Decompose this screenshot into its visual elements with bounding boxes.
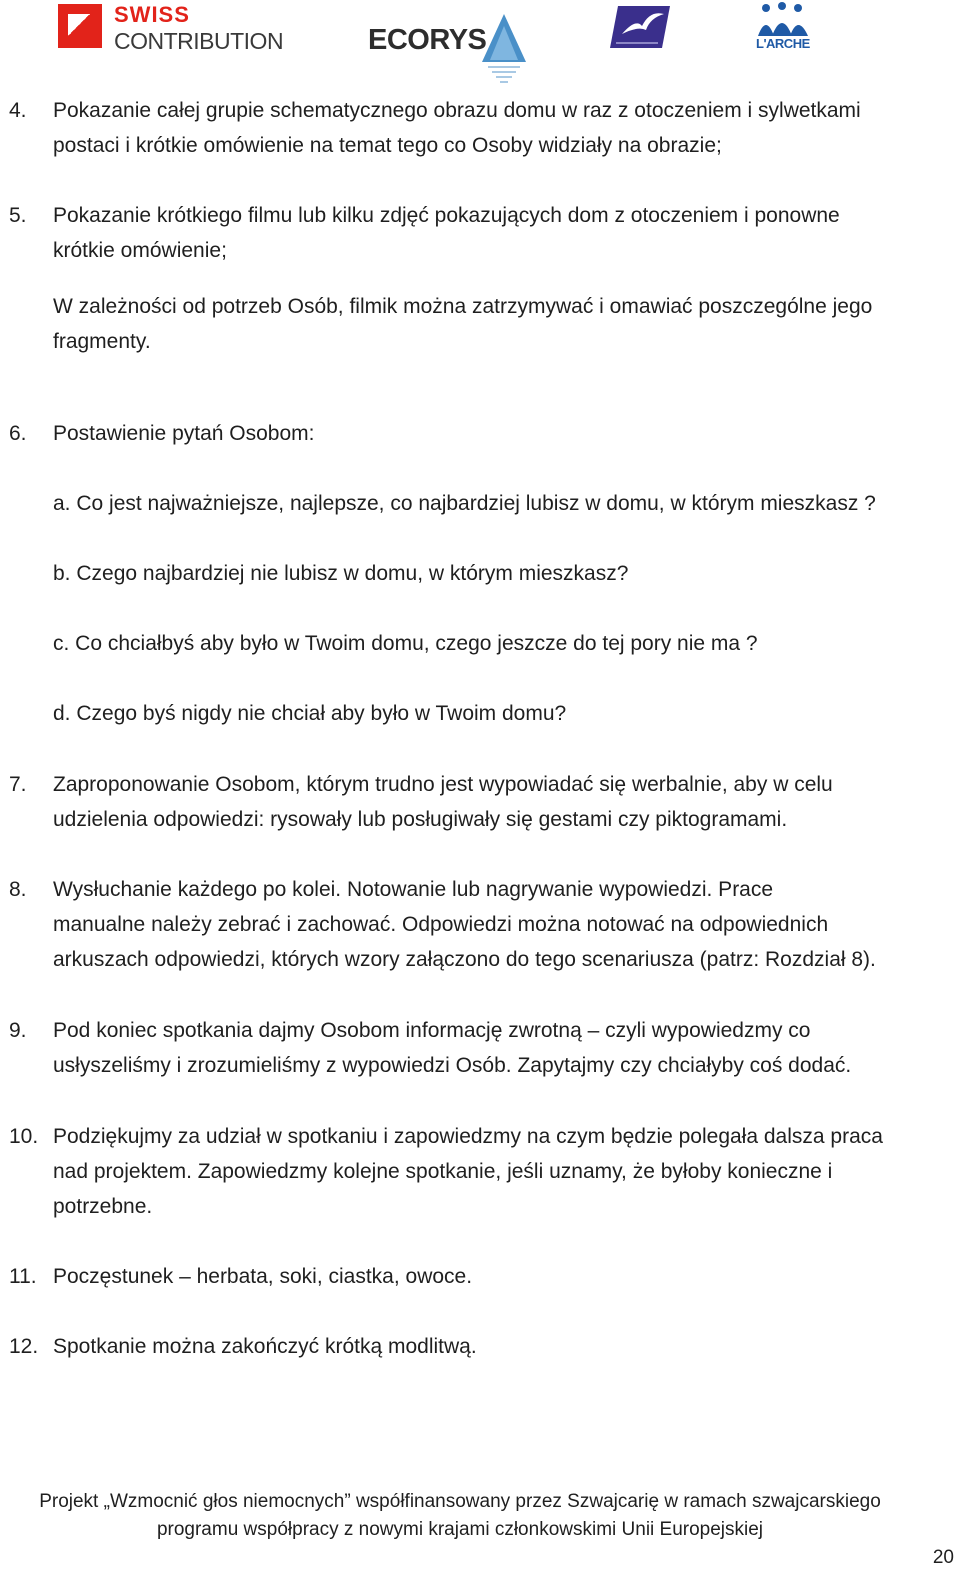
footer-line-2: programu współpracy z nowymi krajami członkowskimi Unii Europejskiej — [156, 1519, 764, 1540]
item-text-line: Spotkanie można zakończyć krótką modlitwą. — [53, 1335, 477, 1358]
ecorys-triangle-icon — [482, 14, 526, 86]
item-text-line: usłyszeliśmy i zrozumieliśmy z wypowiedzi Osób. Zapytajmy czy chciałyby coś dodać. — [53, 1054, 852, 1077]
item-text-line: fragmenty. — [53, 330, 151, 353]
item-text-line: Pod koniec spotkania dajmy Osobom informację zwrotną – czyli wypowiedzmy co — [53, 1019, 811, 1042]
swiss-contribution-logo — [58, 4, 288, 54]
item-text-line: d. Czego byś nigdy nie chciał aby było w Twoim domu? — [53, 702, 567, 725]
swiss-flag-icon — [58, 4, 102, 48]
item-number: 12. — [9, 1335, 39, 1358]
item-text-line: a. Co jest najważniejsze, najlepsze, co najbardziej lubisz w domu, w którym mieszkasz ? — [53, 492, 876, 515]
item-text-line: Wysłuchanie każdego po kolei. Notowanie lub nagrywanie wypowiedzi. Prace — [53, 878, 774, 901]
item-number: 4. — [9, 99, 27, 122]
item-text-line: nad projektem. Zapowiedzmy kolejne spotkanie, jeśli uznamy, że byłoby konieczne i — [53, 1160, 833, 1183]
item-text-line: potrzebne. — [53, 1195, 153, 1218]
item-text-line: Postawienie pytań Osobom: — [53, 422, 315, 445]
item-number: 9. — [9, 1019, 27, 1042]
item-text-line: c. Co chciałbyś aby było w Twoim domu, czego jeszcze do tej pory nie ma ? — [53, 632, 758, 655]
contribution-logo-text: CONTRIBUTION — [114, 28, 284, 54]
item-number: 11. — [9, 1265, 37, 1288]
item-number: 7. — [9, 773, 27, 796]
item-text-line: Poczęstunek – herbata, soki, ciastka, owoce. — [53, 1265, 473, 1288]
ecorys-logo — [368, 14, 528, 84]
item-number: 5. — [9, 204, 27, 227]
footer-line-1: Projekt „Wzmocnić głos niemocnych” współfinansowany przez Szwajcarię w ramach szwajcarskiego — [39, 1491, 881, 1512]
larche-logo — [752, 2, 814, 52]
item-text-line: arkuszach odpowiedzi, których wzory załączono do tego scenariusza (patrz: Rozdział 8). — [53, 948, 876, 971]
item-number: 6. — [9, 422, 27, 445]
item-text-line: Podziękujmy za udział w spotkaniu i zapowiedzmy na czym będzie polegała dalsza praca — [53, 1125, 883, 1148]
swiss-logo-text: SWISS — [114, 2, 190, 27]
item-number: 8. — [9, 878, 27, 901]
item-text-line: manualne należy zebrać i zachować. Odpowiedzi można notować na odpowiednich — [53, 913, 829, 936]
item-text-line: b. Czego najbardziej nie lubisz w domu, w którym mieszkasz? — [53, 562, 629, 585]
larche-logo-text: L'ARCHE — [756, 36, 810, 51]
item-text-line: Pokazanie krótkiego filmu lub kilku zdjęć pokazujących dom z otoczeniem i ponowne — [53, 204, 840, 227]
larche-figures-icon — [752, 2, 814, 38]
bird-logo — [608, 4, 672, 52]
item-text-line: udzielenia odpowiedzi: rysowały lub posługiwały się gestami czy piktogramami. — [53, 808, 788, 831]
item-number: 10. — [9, 1125, 39, 1148]
header-logos — [0, 0, 960, 90]
ecorys-logo-text: ECORYS — [368, 24, 487, 56]
item-text-line: postaci i krótkie omówienie na temat tego co Osoby widziały na obrazie; — [53, 134, 722, 157]
item-text-line: Zaproponowanie Osobom, którym trudno jest wypowiadać się werbalnie, aby w celu — [53, 773, 833, 796]
item-text-line: Pokazanie całej grupie schematycznego obrazu domu w raz z otoczeniem i sylwetkami — [53, 99, 861, 122]
item-text-line: W zależności od potrzeb Osób, filmik można zatrzymywać i omawiać poszczególne jego — [53, 295, 873, 318]
item-text-line: krótkie omówienie; — [53, 239, 227, 262]
page-number: 20 — [932, 1547, 954, 1568]
